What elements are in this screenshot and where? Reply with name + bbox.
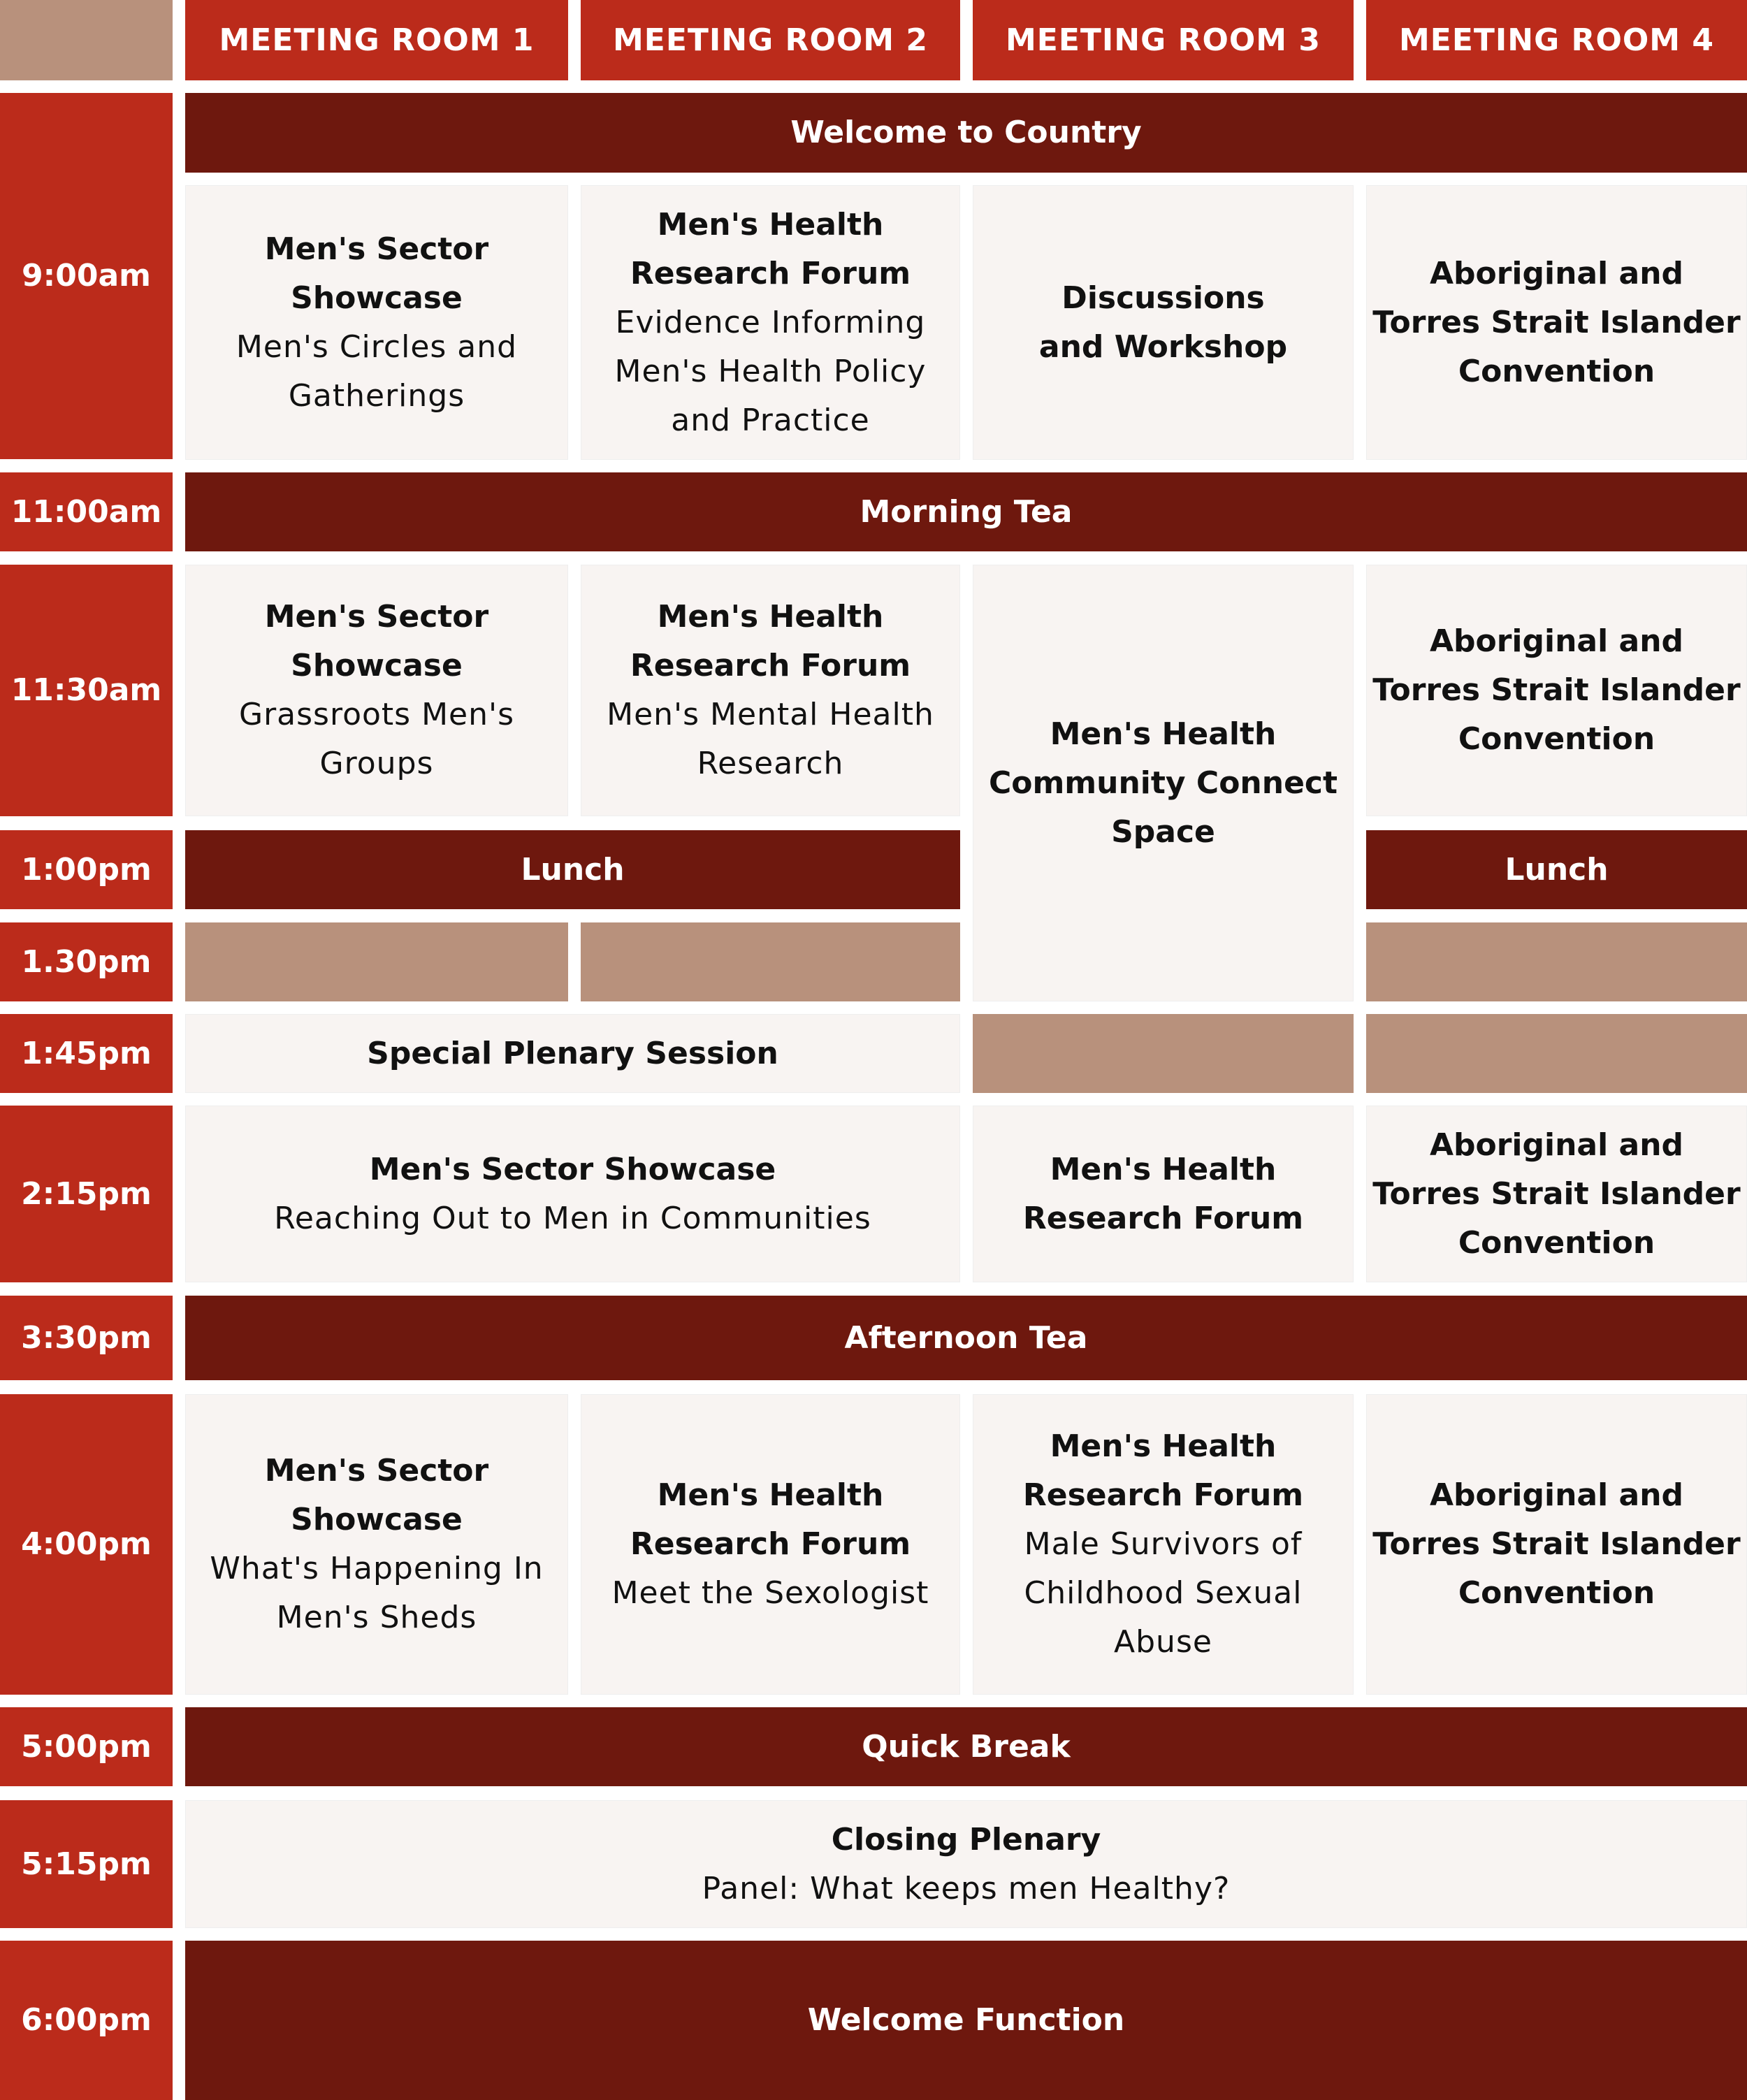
session-title: Men's Sector Showcase	[369, 1151, 776, 1187]
session-title: Convention	[1458, 353, 1655, 389]
session-title: Men's Sector	[264, 1453, 489, 1489]
session-title: Men's Health	[1050, 716, 1277, 752]
time-400pm: 4:00pm	[0, 1394, 173, 1695]
session-subtitle: Groups	[319, 746, 434, 781]
session-title: Men's Health	[1050, 1151, 1277, 1187]
time-900am: 9:00am	[0, 93, 173, 459]
time-330pm: 3:30pm	[0, 1296, 173, 1380]
lunch-bar-rooms-1-2: Lunch	[185, 830, 960, 909]
time-500pm: 5:00pm	[0, 1707, 173, 1786]
session-title: Aboriginal and	[1429, 1477, 1684, 1513]
empty-slot-room4-130	[1366, 922, 1747, 1001]
closing-plenary	[185, 1800, 1747, 1928]
session-title: Men's Health	[657, 599, 884, 635]
time-145pm: 1:45pm	[0, 1014, 173, 1093]
time-215pm: 2:15pm	[0, 1106, 173, 1282]
session-title: Men's Health	[1050, 1428, 1277, 1464]
time-100pm: 1:00pm	[0, 830, 173, 909]
session-title: Torres Strait Islander	[1372, 1175, 1741, 1212]
session-title: Convention	[1458, 1575, 1655, 1611]
session-title: Torres Strait Islander	[1372, 672, 1741, 708]
header-meeting-room-3: MEETING ROOM 3	[973, 0, 1354, 80]
header-meeting-room-2: MEETING ROOM 2	[581, 0, 960, 80]
session-subtitle: Men's Mental Health	[607, 697, 934, 732]
session-subtitle: Research	[697, 746, 844, 781]
session-subtitle: Men's Sheds	[276, 1600, 477, 1635]
session-subtitle: Gatherings	[288, 377, 465, 414]
session-room2-1130	[581, 565, 960, 816]
session-title: Space	[1111, 813, 1215, 850]
session-title: Research Forum	[630, 255, 911, 291]
session-subtitle: Male Survivors of	[1024, 1526, 1303, 1562]
session-title: Research Forum	[1022, 1477, 1304, 1513]
session-title: Aboriginal and	[1429, 623, 1684, 659]
session-room1-1130	[185, 565, 568, 816]
empty-slot-room1-130	[185, 922, 568, 1001]
session-room4-400	[1366, 1394, 1747, 1695]
session-title: Closing Plenary	[831, 1821, 1101, 1858]
time-130pm: 1.30pm	[0, 922, 173, 1001]
session-room4-1130	[1366, 565, 1747, 816]
session-subtitle: Evidence Informing	[615, 304, 926, 340]
session-title: Men's Health	[657, 1477, 884, 1513]
time-600pm: 6:00pm	[0, 1941, 173, 2100]
morning-tea-bar: Morning Tea	[185, 472, 1747, 551]
welcome-function-bar: Welcome Function	[185, 1941, 1747, 2100]
session-room3-900	[973, 185, 1354, 460]
session-title: Showcase	[291, 280, 463, 316]
session-subtitle: Grassroots Men's	[238, 697, 515, 732]
session-room2-900	[581, 185, 960, 460]
time-1130am: 11:30am	[0, 565, 173, 816]
session-title: Men's Health	[657, 206, 884, 242]
session-room1-900	[185, 185, 568, 460]
session-rooms12-215	[185, 1106, 960, 1282]
session-room3-400	[973, 1394, 1354, 1695]
session-title: Men's Sector	[264, 599, 489, 635]
session-subtitle: What's Happening In	[210, 1551, 544, 1586]
session-room3-community-connect	[973, 565, 1354, 1001]
session-title: Discussions	[1061, 280, 1265, 316]
session-title: Aboriginal and	[1429, 1127, 1684, 1163]
session-title: Torres Strait Islander	[1372, 1526, 1741, 1562]
session-title: Torres Strait Islander	[1372, 304, 1741, 340]
session-subtitle: Childhood Sexual	[1024, 1575, 1303, 1611]
session-room4-215	[1366, 1106, 1747, 1282]
session-title: Special Plenary Session	[367, 1035, 778, 1071]
empty-slot-room3-145	[973, 1014, 1354, 1093]
session-title: Research Forum	[1022, 1200, 1304, 1236]
session-title: Convention	[1458, 721, 1655, 757]
header-corner	[0, 0, 173, 80]
afternoon-tea-bar: Afternoon Tea	[185, 1296, 1747, 1380]
session-title: Showcase	[291, 648, 463, 683]
time-515pm: 5:15pm	[0, 1800, 173, 1928]
special-plenary-session	[185, 1014, 960, 1093]
session-subtitle: and Practice	[671, 402, 870, 438]
quick-break-bar: Quick Break	[185, 1707, 1747, 1786]
session-title: and Workshop	[1038, 328, 1288, 365]
session-title: Research Forum	[630, 1526, 911, 1562]
session-room1-400	[185, 1394, 568, 1695]
lunch-bar-room-4: Lunch	[1366, 830, 1747, 909]
header-meeting-room-4: MEETING ROOM 4	[1366, 0, 1747, 80]
session-title: Aboriginal and	[1429, 255, 1684, 291]
session-title: Community Connect	[988, 765, 1338, 801]
session-subtitle: Men's Health Policy	[614, 353, 927, 389]
session-title: Research Forum	[630, 648, 911, 683]
empty-slot-room4-145	[1366, 1014, 1747, 1093]
empty-slot-room2-130	[581, 922, 960, 1001]
session-room3-215	[973, 1106, 1354, 1282]
session-title: Men's Sector	[264, 231, 489, 267]
header-meeting-room-1: MEETING ROOM 1	[185, 0, 568, 80]
session-subtitle: Abuse	[1114, 1624, 1212, 1660]
session-room2-400	[581, 1394, 960, 1695]
session-subtitle: Men's Circles and	[235, 328, 518, 365]
session-subtitle: Meet the Sexologist	[611, 1575, 929, 1611]
time-1100am: 11:00am	[0, 472, 173, 551]
session-subtitle: Reaching Out to Men in Communities	[274, 1200, 871, 1236]
session-title: Showcase	[291, 1502, 463, 1537]
session-title: Convention	[1458, 1224, 1655, 1261]
session-room4-900	[1366, 185, 1747, 460]
session-subtitle: Panel: What keeps men Healthy?	[702, 1870, 1231, 1906]
welcome-to-country-bar: Welcome to Country	[185, 93, 1747, 173]
